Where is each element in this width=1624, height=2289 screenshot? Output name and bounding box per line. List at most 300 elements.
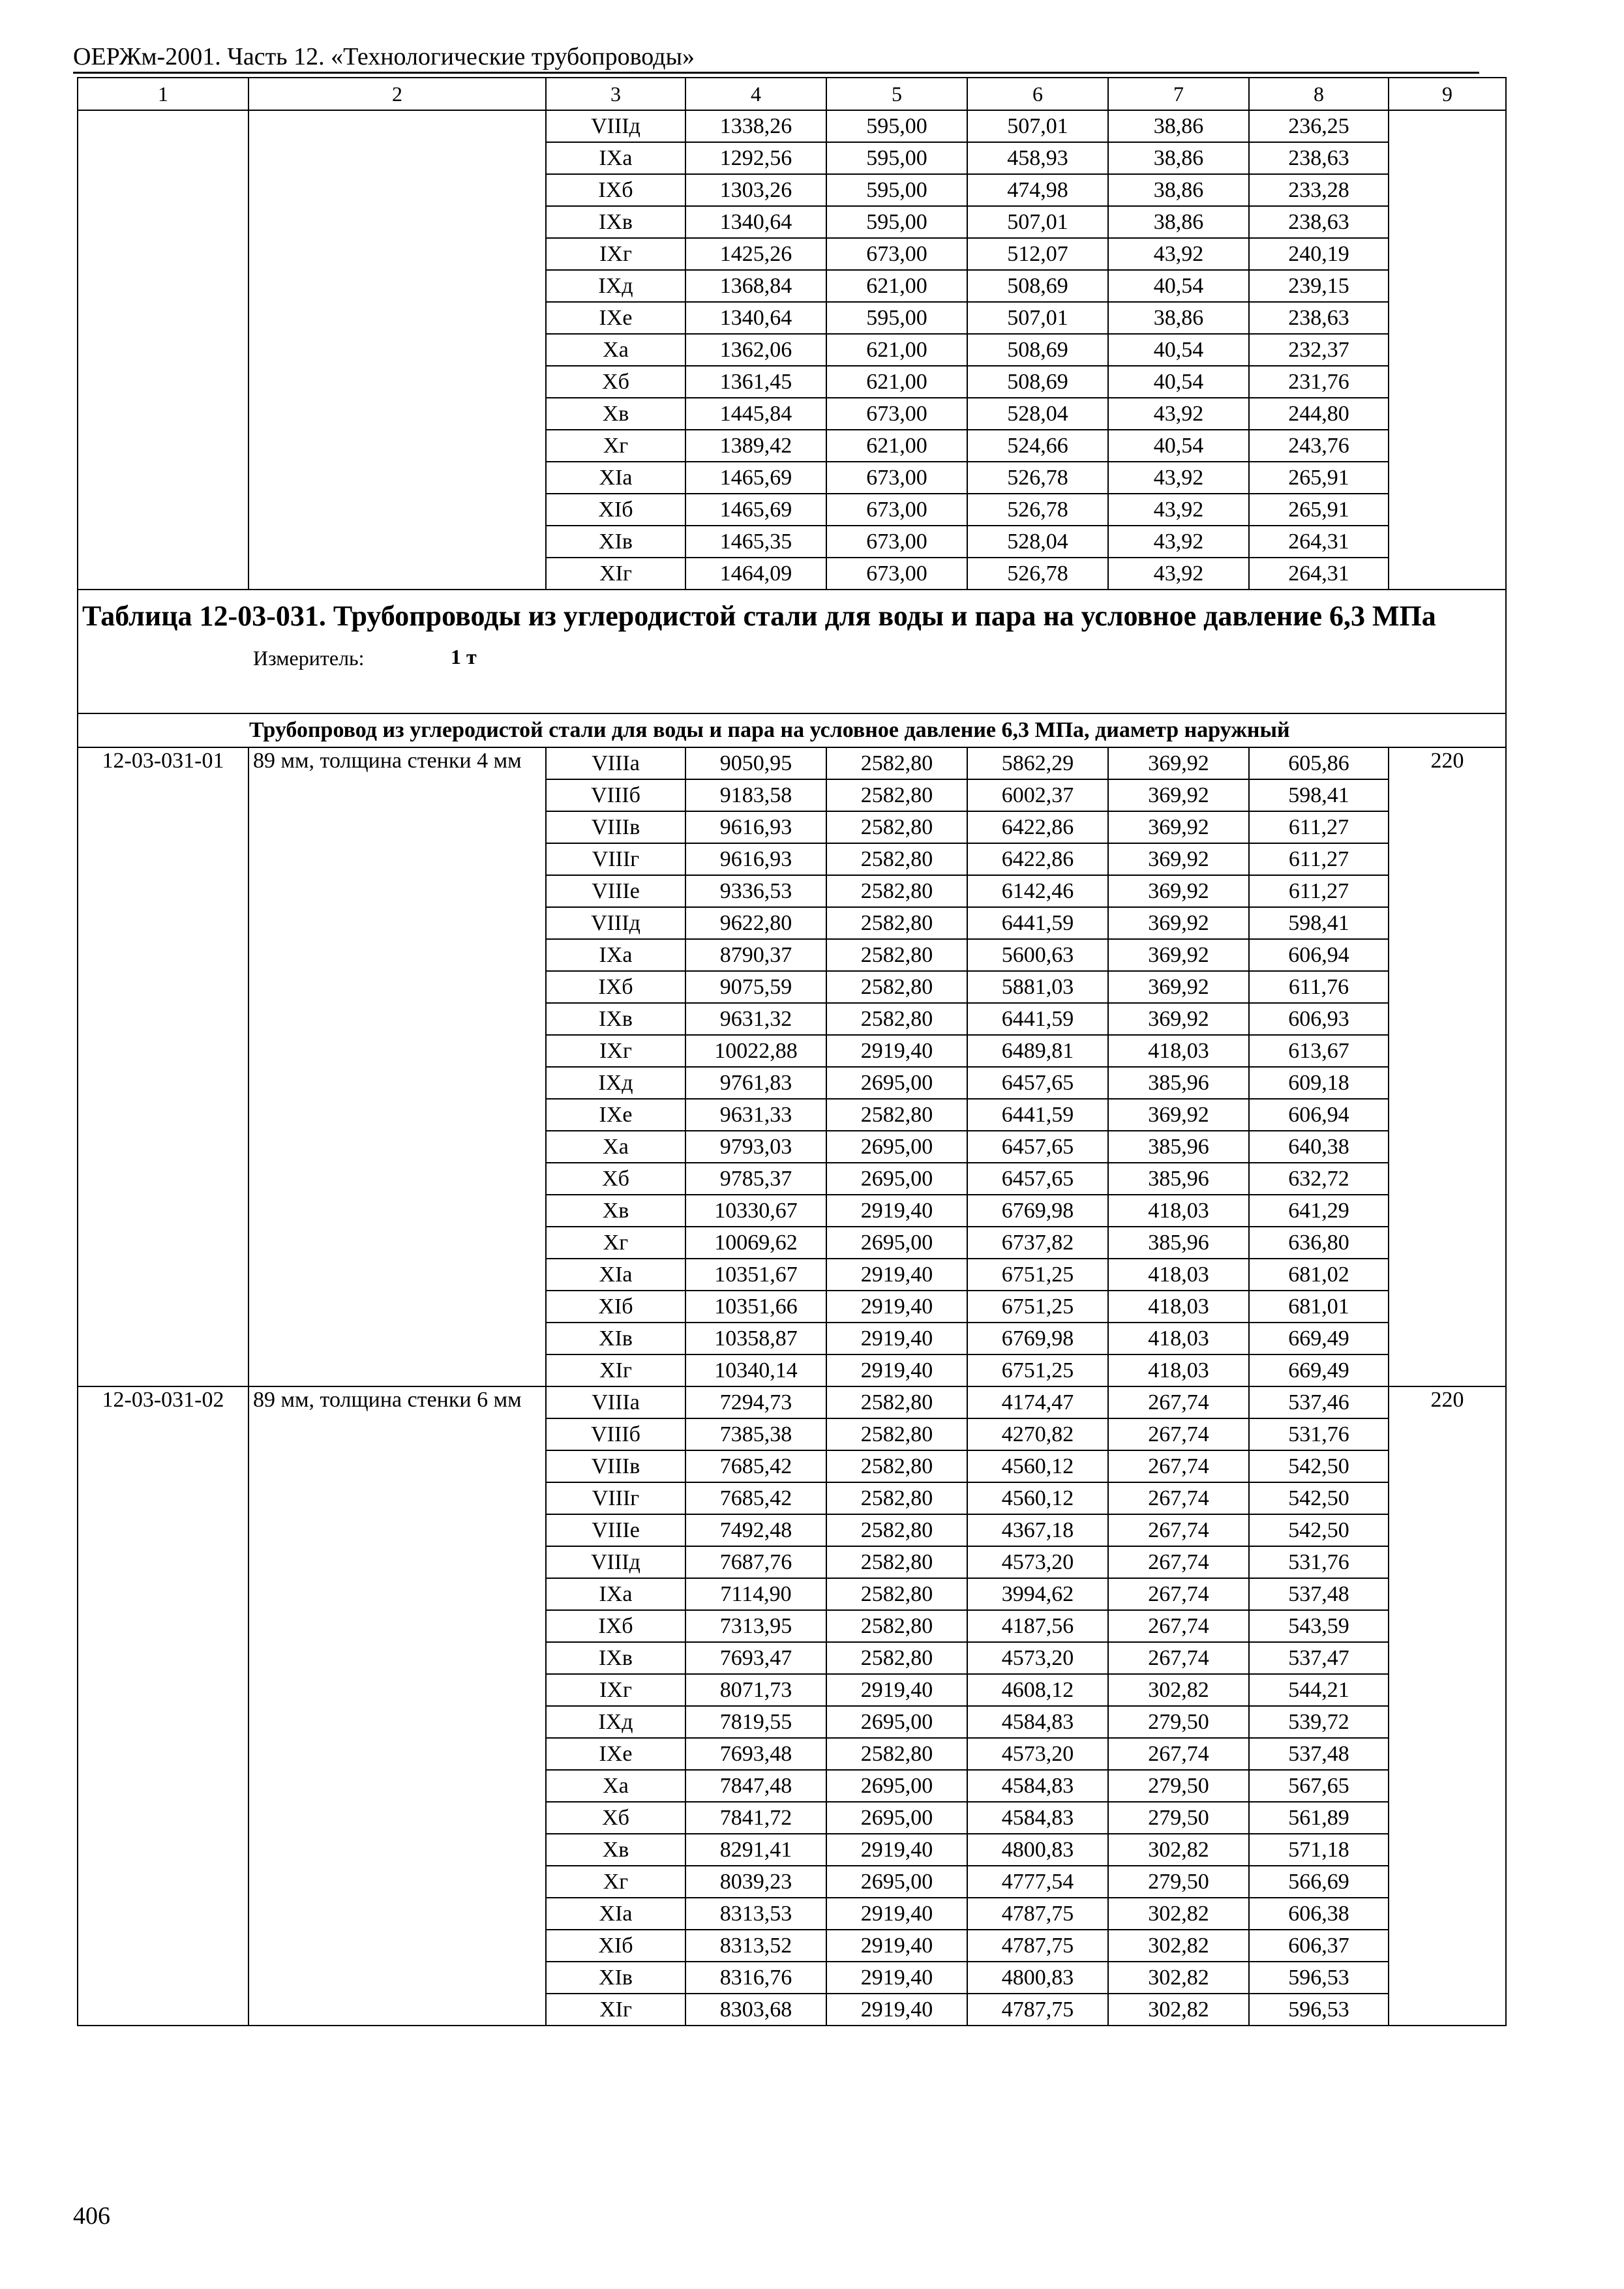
table-cell: 6457,65: [967, 1163, 1108, 1195]
table-cell: 2582,80: [826, 971, 967, 1003]
table-cell: 6422,86: [967, 811, 1108, 843]
table-cell: 302,82: [1108, 1898, 1249, 1930]
table-cell: 2919,40: [826, 1930, 967, 1962]
table-cell: 6769,98: [967, 1323, 1108, 1354]
table-cell: 543,59: [1249, 1610, 1389, 1642]
table-cell: 4367,18: [967, 1514, 1108, 1546]
table-cell: 4560,12: [967, 1450, 1108, 1482]
table-cell: 508,69: [967, 366, 1108, 398]
table-cell: 43,92: [1108, 462, 1249, 494]
table-cell: XIв: [546, 1323, 685, 1354]
table-cell: 598,41: [1249, 779, 1389, 811]
item-column-9: 220: [1389, 747, 1506, 1386]
table-cell: 669,49: [1249, 1354, 1389, 1386]
table-cell: 1340,64: [685, 206, 826, 238]
column-number: 5: [826, 78, 967, 110]
table-row: [78, 1386, 1506, 1418]
table-cell: 606,38: [1249, 1898, 1389, 1930]
table-cell: 43,92: [1108, 398, 1249, 430]
table-cell: 621,00: [826, 366, 967, 398]
table-cell: 6441,59: [967, 1099, 1108, 1131]
table-cell: 1340,64: [685, 302, 826, 334]
table-cell: 7685,42: [685, 1450, 826, 1482]
table-cell: 6489,81: [967, 1035, 1108, 1067]
table-cell: IXе: [546, 1099, 685, 1131]
table-cell: 5881,03: [967, 971, 1108, 1003]
table-cell: 9616,93: [685, 843, 826, 875]
table-cell: VIIIг: [546, 843, 685, 875]
table-cell: 369,92: [1108, 939, 1249, 971]
table-cell: 8313,52: [685, 1930, 826, 1962]
table-cell: 9631,32: [685, 1003, 826, 1035]
table-cell: 2582,80: [826, 747, 967, 779]
table-cell: 231,76: [1249, 366, 1389, 398]
table-cell: 6002,37: [967, 779, 1108, 811]
table-cell: VIIIа: [546, 1386, 685, 1418]
table-cell: 267,74: [1108, 1578, 1249, 1610]
table-cell: XIа: [546, 462, 685, 494]
table-cell: 681,01: [1249, 1291, 1389, 1323]
table-cell: 606,94: [1249, 1099, 1389, 1131]
table-row: [78, 747, 1506, 779]
item-code: 12-03-031-01: [78, 747, 248, 1386]
table-cell: 38,86: [1108, 302, 1249, 334]
table-cell: 596,53: [1249, 1994, 1389, 2026]
code-cell-empty: [78, 110, 248, 590]
table-cell: 7693,47: [685, 1642, 826, 1674]
description-cell-empty: [248, 110, 546, 590]
table-cell: 528,04: [967, 526, 1108, 558]
table-cell: 267,74: [1108, 1546, 1249, 1578]
table-cell: 369,92: [1108, 779, 1249, 811]
table-cell: 10022,88: [685, 1035, 826, 1067]
table-cell: 2695,00: [826, 1131, 967, 1163]
table-cell: 474,98: [967, 174, 1108, 206]
table-cell: 267,74: [1108, 1642, 1249, 1674]
table-cell: VIIIд: [546, 110, 685, 142]
table-cell: 613,67: [1249, 1035, 1389, 1067]
table-cell: 2919,40: [826, 1195, 967, 1227]
table-cell: 43,92: [1108, 558, 1249, 590]
table-cell: XIг: [546, 558, 685, 590]
table-cell: 9631,33: [685, 1099, 826, 1131]
table-cell: 2919,40: [826, 1994, 967, 2026]
column-number: 8: [1249, 78, 1389, 110]
table-cell: 621,00: [826, 270, 967, 302]
table-cell: 2582,80: [826, 1418, 967, 1450]
table-cell: 238,63: [1249, 142, 1389, 174]
table-cell: 531,76: [1249, 1418, 1389, 1450]
table-cell: 609,18: [1249, 1067, 1389, 1099]
table-cell: 38,86: [1108, 174, 1249, 206]
table-cell: 43,92: [1108, 494, 1249, 526]
table-cell: 9793,03: [685, 1131, 826, 1163]
table-cell: 267,74: [1108, 1418, 1249, 1450]
table-cell: 385,96: [1108, 1163, 1249, 1195]
table-title: Таблица 12-03-031. Трубопроводы из углеродистой стали для воды и пара на условное давление 6,3 МПа: [82, 600, 1436, 632]
table-cell: 302,82: [1108, 1834, 1249, 1866]
table-cell: 2695,00: [826, 1706, 967, 1738]
table-cell: 238,63: [1249, 206, 1389, 238]
table-cell: 8790,37: [685, 939, 826, 971]
table-cell: 4800,83: [967, 1834, 1108, 1866]
table-cell: 8071,73: [685, 1674, 826, 1706]
table-cell: XIб: [546, 1930, 685, 1962]
table-cell: IXд: [546, 1706, 685, 1738]
table-cell: 632,72: [1249, 1163, 1389, 1195]
column-number-row: [78, 78, 1506, 110]
table-cell: 673,00: [826, 238, 967, 270]
table-cell: IXб: [546, 1610, 685, 1642]
table-cell: 606,94: [1249, 939, 1389, 971]
table-cell: 4573,20: [967, 1546, 1108, 1578]
table-cell: IXг: [546, 1674, 685, 1706]
table-cell: 539,72: [1249, 1706, 1389, 1738]
table-cell: 40,54: [1108, 430, 1249, 462]
table-cell: 4800,83: [967, 1962, 1108, 1994]
table-cell: 2919,40: [826, 1323, 967, 1354]
table-cell: 673,00: [826, 558, 967, 590]
table-cell: 267,74: [1108, 1514, 1249, 1546]
table-cell: 385,96: [1108, 1131, 1249, 1163]
table-cell: 267,74: [1108, 1738, 1249, 1770]
table-cell: 669,49: [1249, 1323, 1389, 1354]
table-cell: 369,92: [1108, 907, 1249, 939]
table-cell: IXе: [546, 1738, 685, 1770]
table-cell: 2695,00: [826, 1802, 967, 1834]
table-cell: 9616,93: [685, 811, 826, 843]
table-cell: 598,41: [1249, 907, 1389, 939]
table-cell: 267,74: [1108, 1482, 1249, 1514]
table-cell: 7847,48: [685, 1770, 826, 1802]
table-cell: 302,82: [1108, 1674, 1249, 1706]
table-cell: 2582,80: [826, 907, 967, 939]
measurement-unit: [82, 638, 1501, 672]
price-cell-empty: [1389, 110, 1506, 590]
table-cell: 507,01: [967, 110, 1108, 142]
table-cell: 4777,54: [967, 1866, 1108, 1898]
table-cell: 1338,26: [685, 110, 826, 142]
table-cell: VIIIд: [546, 1546, 685, 1578]
table-cell: 9336,53: [685, 875, 826, 907]
table-cell: 244,80: [1249, 398, 1389, 430]
table-cell: 418,03: [1108, 1035, 1249, 1067]
table-cell: 4187,56: [967, 1610, 1108, 1642]
table-cell: Xб: [546, 1163, 685, 1195]
item-column-9: 220: [1389, 1386, 1506, 2026]
table-cell: 2582,80: [826, 1610, 967, 1642]
table-cell: 40,54: [1108, 334, 1249, 366]
table-cell: 2695,00: [826, 1227, 967, 1259]
table-cell: 2582,80: [826, 1099, 967, 1131]
table-cell: Xа: [546, 1131, 685, 1163]
table-cell: 595,00: [826, 174, 967, 206]
table-cell: 7492,48: [685, 1514, 826, 1546]
table-cell: Xа: [546, 334, 685, 366]
column-number: 6: [967, 78, 1108, 110]
table-cell: 418,03: [1108, 1354, 1249, 1386]
table-cell: 6769,98: [967, 1195, 1108, 1227]
table-cell: 240,19: [1249, 238, 1389, 270]
table-cell: 673,00: [826, 494, 967, 526]
table-cell: 10358,87: [685, 1323, 826, 1354]
table-cell: 1465,35: [685, 526, 826, 558]
table-cell: 2582,80: [826, 1450, 967, 1482]
table-cell: 507,01: [967, 206, 1108, 238]
table-cell: 6751,25: [967, 1354, 1108, 1386]
table-cell: Xг: [546, 1866, 685, 1898]
item-code: 12-03-031-02: [78, 1386, 248, 2026]
table-cell: Xб: [546, 366, 685, 398]
table-cell: 7685,42: [685, 1482, 826, 1514]
table-cell: 4787,75: [967, 1994, 1108, 2026]
table-cell: 595,00: [826, 142, 967, 174]
table-cell: IXа: [546, 142, 685, 174]
table-cell: 4560,12: [967, 1482, 1108, 1514]
table-cell: 2695,00: [826, 1866, 967, 1898]
table-title-cell: [78, 590, 1506, 713]
table-cell: 606,93: [1249, 1003, 1389, 1035]
table-cell: 369,92: [1108, 843, 1249, 875]
table-cell: 369,92: [1108, 811, 1249, 843]
table-cell: 2919,40: [826, 1962, 967, 1994]
header-rule: [73, 72, 1479, 74]
table-cell: 2582,80: [826, 1642, 967, 1674]
table-cell: 10351,67: [685, 1259, 826, 1291]
table-cell: 418,03: [1108, 1291, 1249, 1323]
table-cell: 2919,40: [826, 1834, 967, 1866]
table-cell: 2695,00: [826, 1770, 967, 1802]
subheading: Трубопровод из углеродистой стали для воды и пара на условное давление 6,3 МПа, диаметр наружный: [78, 713, 1506, 747]
table-cell: Xг: [546, 1227, 685, 1259]
table-cell: 6737,82: [967, 1227, 1108, 1259]
table-cell: 596,53: [1249, 1962, 1389, 1994]
table-cell: 537,48: [1249, 1738, 1389, 1770]
table-cell: 2582,80: [826, 1578, 967, 1610]
table-cell: 8313,53: [685, 1898, 826, 1930]
table-cell: 40,54: [1108, 366, 1249, 398]
table-cell: 238,63: [1249, 302, 1389, 334]
table-cell: 673,00: [826, 526, 967, 558]
table-cell: 7313,95: [685, 1610, 826, 1642]
table-cell: IXб: [546, 174, 685, 206]
table-cell: Xв: [546, 1195, 685, 1227]
table-cell: 595,00: [826, 206, 967, 238]
table-cell: 512,07: [967, 238, 1108, 270]
table-cell: 279,50: [1108, 1802, 1249, 1834]
table-cell: 7693,48: [685, 1738, 826, 1770]
table-cell: IXв: [546, 206, 685, 238]
table-cell: 1465,69: [685, 494, 826, 526]
table-cell: 10069,62: [685, 1227, 826, 1259]
table-cell: 7294,73: [685, 1386, 826, 1418]
table-cell: 1361,45: [685, 366, 826, 398]
table-cell: 542,50: [1249, 1450, 1389, 1482]
table-cell: 1303,26: [685, 174, 826, 206]
table-cell: 8303,68: [685, 1994, 826, 2026]
table-cell: 7841,72: [685, 1802, 826, 1834]
table-cell: 1362,06: [685, 334, 826, 366]
table-cell: 279,50: [1108, 1706, 1249, 1738]
table-cell: 2919,40: [826, 1898, 967, 1930]
table-title-row: [78, 590, 1506, 713]
table-cell: 1425,26: [685, 238, 826, 270]
table-cell: 267,74: [1108, 1610, 1249, 1642]
table-cell: 38,86: [1108, 142, 1249, 174]
table-cell: 369,92: [1108, 1003, 1249, 1035]
table-cell: 2582,80: [826, 1738, 967, 1770]
table-cell: 1465,69: [685, 462, 826, 494]
table-cell: XIв: [546, 1962, 685, 1994]
table-cell: 526,78: [967, 462, 1108, 494]
table-cell: 4608,12: [967, 1674, 1108, 1706]
table-cell: 6751,25: [967, 1291, 1108, 1323]
table-cell: 38,86: [1108, 206, 1249, 238]
table-cell: 8039,23: [685, 1866, 826, 1898]
price-table: [77, 77, 1507, 2026]
table-cell: VIIIб: [546, 1418, 685, 1450]
table-cell: 611,27: [1249, 875, 1389, 907]
table-cell: 4584,83: [967, 1802, 1108, 1834]
table-cell: 9761,83: [685, 1067, 826, 1099]
item-description: 89 мм, толщина стенки 4 мм: [248, 747, 546, 1386]
table-cell: IXг: [546, 238, 685, 270]
table-cell: 302,82: [1108, 1994, 1249, 2026]
table-cell: 2695,00: [826, 1067, 967, 1099]
table-cell: 43,92: [1108, 238, 1249, 270]
table-cell: IXв: [546, 1642, 685, 1674]
table-cell: 1464,09: [685, 558, 826, 590]
table-cell: VIIIг: [546, 1482, 685, 1514]
table-cell: 2695,00: [826, 1163, 967, 1195]
table-cell: XIа: [546, 1898, 685, 1930]
table-cell: 606,37: [1249, 1930, 1389, 1962]
table-cell: 8291,41: [685, 1834, 826, 1866]
table-cell: 236,25: [1249, 110, 1389, 142]
table-cell: 537,48: [1249, 1578, 1389, 1610]
column-number: 3: [546, 78, 685, 110]
table-cell: Xа: [546, 1770, 685, 1802]
table-cell: 385,96: [1108, 1067, 1249, 1099]
table-cell: 9183,58: [685, 779, 826, 811]
table-cell: 458,93: [967, 142, 1108, 174]
table-cell: 542,50: [1249, 1514, 1389, 1546]
table-cell: 595,00: [826, 110, 967, 142]
subheading-row: [78, 713, 1506, 747]
table-cell: 621,00: [826, 334, 967, 366]
table-cell: 418,03: [1108, 1323, 1249, 1354]
column-number: 4: [685, 78, 826, 110]
column-number: 7: [1108, 78, 1249, 110]
table-cell: IXб: [546, 971, 685, 1003]
table-cell: IXг: [546, 1035, 685, 1067]
table-cell: 6422,86: [967, 843, 1108, 875]
table-cell: 264,31: [1249, 558, 1389, 590]
table-cell: VIIIб: [546, 779, 685, 811]
table-cell: 4174,47: [967, 1386, 1108, 1418]
table-cell: 1389,42: [685, 430, 826, 462]
table-cell: 9050,95: [685, 747, 826, 779]
table-cell: IXд: [546, 270, 685, 302]
table-cell: 640,38: [1249, 1131, 1389, 1163]
table-cell: IXд: [546, 1067, 685, 1099]
table-cell: 418,03: [1108, 1195, 1249, 1227]
table-cell: 5600,63: [967, 939, 1108, 971]
table-cell: 279,50: [1108, 1866, 1249, 1898]
table-cell: 369,92: [1108, 971, 1249, 1003]
table-cell: Xв: [546, 1834, 685, 1866]
table-cell: 566,69: [1249, 1866, 1389, 1898]
table-cell: 6457,65: [967, 1067, 1108, 1099]
table-cell: 611,27: [1249, 811, 1389, 843]
table-cell: 302,82: [1108, 1962, 1249, 1994]
table-cell: 2582,80: [826, 875, 967, 907]
table-cell: 43,92: [1108, 526, 1249, 558]
table-cell: 2919,40: [826, 1035, 967, 1067]
table-cell: 7114,90: [685, 1578, 826, 1610]
table-cell: 508,69: [967, 270, 1108, 302]
table-cell: 507,01: [967, 302, 1108, 334]
table-cell: 4573,20: [967, 1738, 1108, 1770]
table-cell: 1445,84: [685, 398, 826, 430]
table-cell: 1292,56: [685, 142, 826, 174]
table-cell: 265,91: [1249, 462, 1389, 494]
table-cell: 537,47: [1249, 1642, 1389, 1674]
table-cell: VIIIд: [546, 907, 685, 939]
table-cell: 524,66: [967, 430, 1108, 462]
table-cell: 5862,29: [967, 747, 1108, 779]
table-cell: 2919,40: [826, 1291, 967, 1323]
table-cell: 40,54: [1108, 270, 1249, 302]
table-cell: IXа: [546, 1578, 685, 1610]
table-cell: IXе: [546, 302, 685, 334]
table-cell: 4584,83: [967, 1770, 1108, 1802]
table-cell: 3994,62: [967, 1578, 1108, 1610]
table-cell: 10351,66: [685, 1291, 826, 1323]
table-cell: 4584,83: [967, 1706, 1108, 1738]
table-cell: 2582,80: [826, 811, 967, 843]
table-cell: 2582,80: [826, 779, 967, 811]
column-number: 1: [78, 78, 248, 110]
table-cell: VIIIе: [546, 1514, 685, 1546]
table-cell: 537,46: [1249, 1386, 1389, 1418]
table-cell: 38,86: [1108, 110, 1249, 142]
page-number: 406: [73, 2202, 110, 2230]
table-cell: XIб: [546, 494, 685, 526]
table-cell: 528,04: [967, 398, 1108, 430]
table-cell: 4787,75: [967, 1930, 1108, 1962]
table-cell: 267,74: [1108, 1386, 1249, 1418]
table-cell: 279,50: [1108, 1770, 1249, 1802]
item-description: 89 мм, толщина стенки 6 мм: [248, 1386, 546, 2026]
table-cell: 611,27: [1249, 843, 1389, 875]
table-cell: 542,50: [1249, 1482, 1389, 1514]
table-cell: 9075,59: [685, 971, 826, 1003]
table-cell: 673,00: [826, 398, 967, 430]
table-cell: 641,29: [1249, 1195, 1389, 1227]
table-row: [78, 110, 1506, 142]
table-cell: 2582,80: [826, 1514, 967, 1546]
table-cell: 10340,14: [685, 1354, 826, 1386]
table-cell: IXв: [546, 1003, 685, 1035]
page-header: ОЕРЖм-2001. Часть 12. «Технологические трубопроводы»: [73, 43, 695, 70]
table-cell: XIг: [546, 1994, 685, 2026]
table-cell: 567,65: [1249, 1770, 1389, 1802]
table-cell: XIб: [546, 1291, 685, 1323]
table-cell: 369,92: [1108, 747, 1249, 779]
table-cell: 621,00: [826, 430, 967, 462]
table-cell: 2582,80: [826, 1386, 967, 1418]
